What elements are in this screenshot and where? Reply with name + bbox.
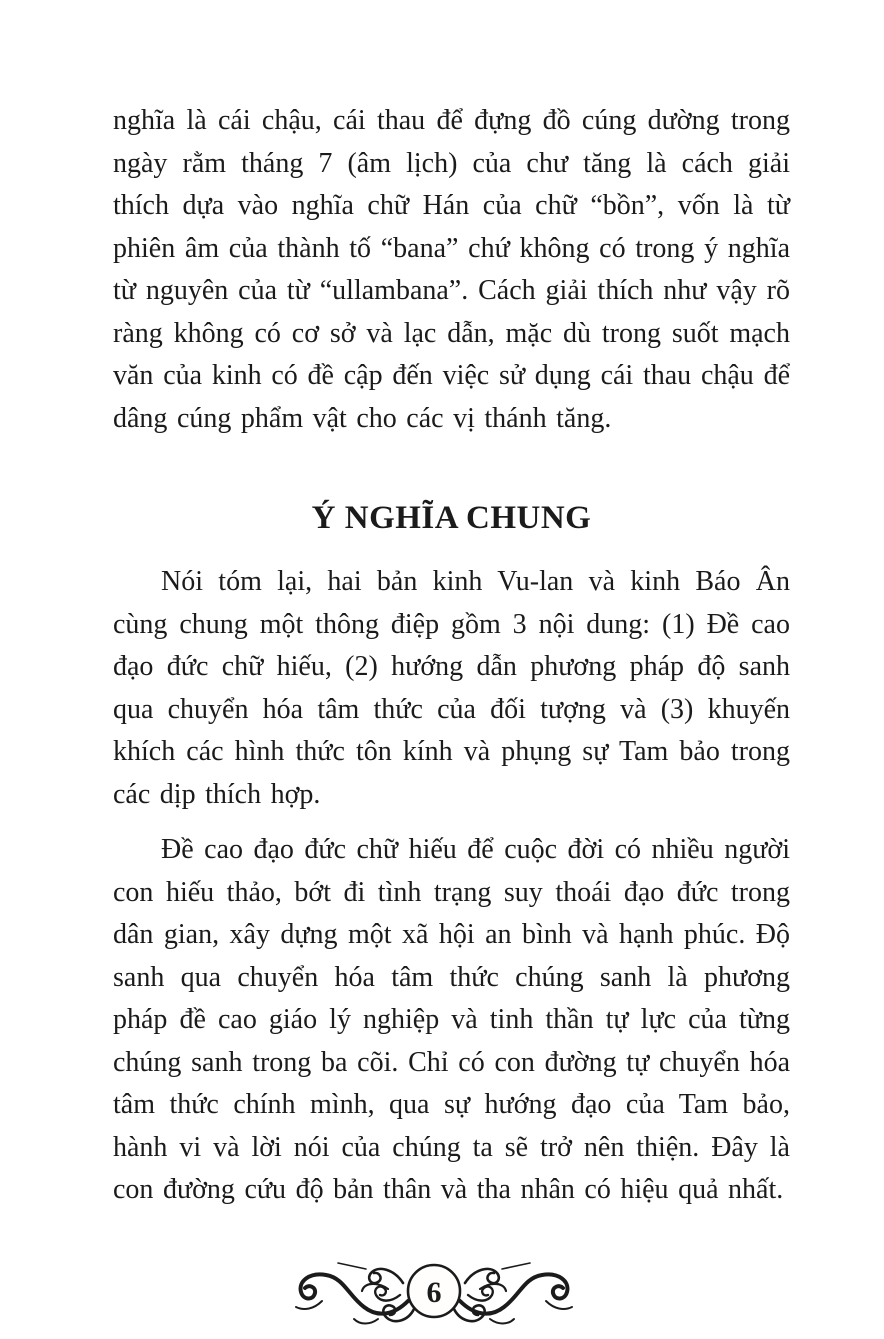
footer-flourish-icon [282,1245,586,1339]
body-paragraph-continuation: nghĩa là cái chậu, cái thau để đựng đồ cúng dường trong ngày rằm tháng 7 (âm lịch) của chư tăng là cách giải thích dựa vào nghĩa chữ Hán của chữ “bồn”, vốn là từ phiên âm của thành tố “bana” chứ không có trong ý nghĩa từ nguyên của từ “ullambana”. Cách giải thích như vậy rõ ràng không có cơ sở và lạc dẫn, mặc dù trong suốt mạch văn của kinh có đề cập đến việc sử dụng cái thau chậu để dâng cúng phẩm vật cho các vị thánh tăng. [113,105,790,434]
page-number: 6 [426,1275,441,1309]
body-paragraph: Đề cao đạo đức chữ hiếu để cuộc đời có nhiều người con hiếu thảo, bớt đi tình trạng suy thoái đạo đức trong dân gian, xây dựng một xã hội an bình và hạnh phúc. Độ sanh qua chuyển hóa tâm thức chúng sanh là phương pháp đề cao giáo lý nghiệp và tinh thần tự lực của từng chúng sanh trong ba cõi. Chỉ có con đường tự chuyển hóa tâm thức chính mình, qua sự hướng đạo của Tam bảo, hành vi và lời nói của chúng ta sẽ trở nên thiện. Đây là con đường cứu độ bản thân và tha nhân có hiệu quả nhất. [113,834,790,1205]
section-heading: Ý NGHĨA CHUNG [311,500,592,536]
page-footer [113,1245,790,1339]
body-paragraph: Nói tóm lại, hai bản kinh Vu-lan và kinh Báo Ân cùng chung một thông điệp gồm 3 nội dung: (1) Đề cao đạo đức chữ hiếu, (2) hướng dẫn phương pháp độ sanh qua chuyển hóa tâm thức của đối tượng và (3) khuyến khích các hình thức tôn kính và phụng sự Tam bảo trong các dịp thích hợp. [113,566,790,810]
